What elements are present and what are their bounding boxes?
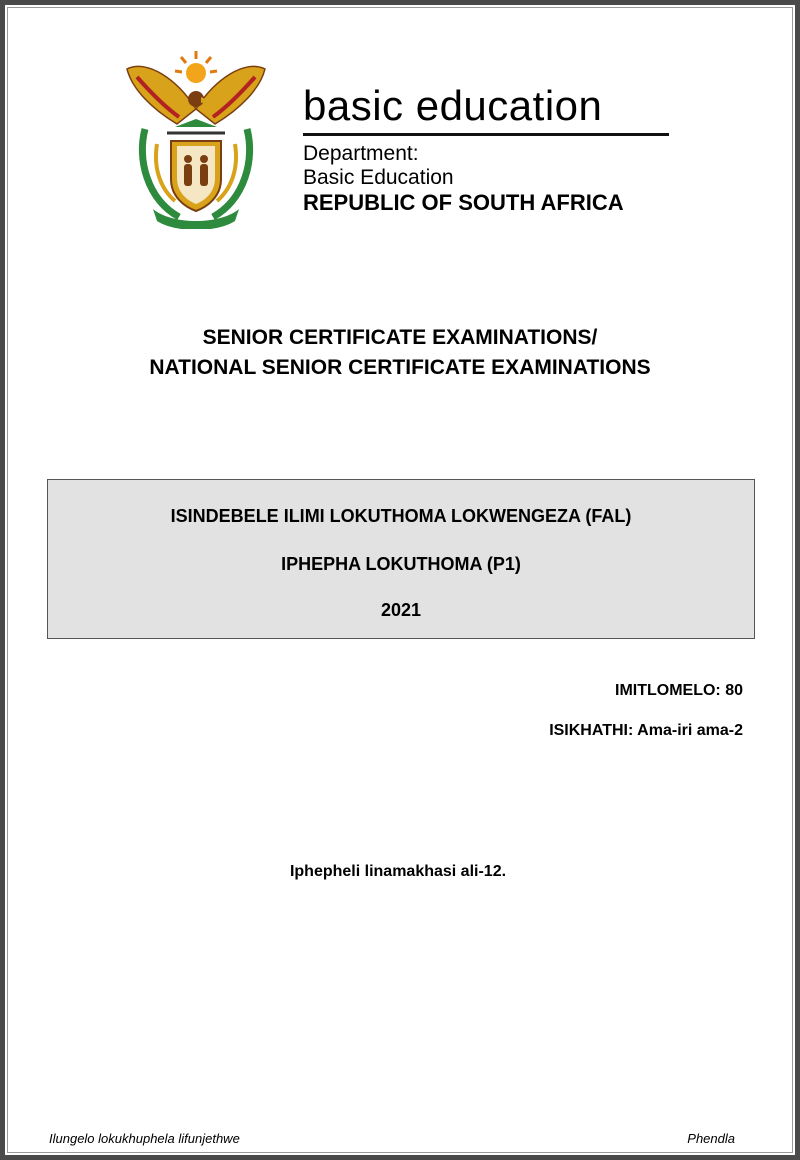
exam-duration: ISIKHATHI: Ama-iri ama-2 — [549, 722, 743, 739]
exam-year: 2021 — [380, 600, 422, 620]
country-name: REPUBLIC OF SOUTH AFRICA — [303, 190, 624, 215]
subject-title: ISINDEBELE ILIMI LOKUTHOMA LOKWENGEZA (FAL) — [170, 506, 632, 526]
exam-heading-line-1: SENIOR CERTIFICATE EXAMINATIONS/ — [202, 326, 598, 349]
turn-over-note: Phendla — [687, 1131, 735, 1146]
copyright-notice: Ilungelo lokukhuphela lifunjethwe — [49, 1131, 240, 1146]
page-count-note: Iphepheli linamakhasi ali-12. — [289, 863, 507, 880]
subject-box — [47, 479, 755, 639]
total-marks: IMITLOMELO: 80 — [615, 682, 743, 699]
paper-number: IPHEPHA LOKUTHOMA (P1) — [281, 554, 521, 574]
department-label: Department: — [303, 142, 419, 165]
marks-and-time — [549, 681, 743, 761]
exam-headings — [5, 323, 795, 383]
exam-heading-line-2: NATIONAL SENIOR CERTIFICATE EXAMINATIONS — [149, 356, 651, 379]
coat-of-arms-logo — [117, 49, 275, 229]
department-branding — [303, 83, 669, 216]
brand-title: basic education — [303, 83, 669, 136]
department-name: Basic Education — [303, 166, 454, 189]
